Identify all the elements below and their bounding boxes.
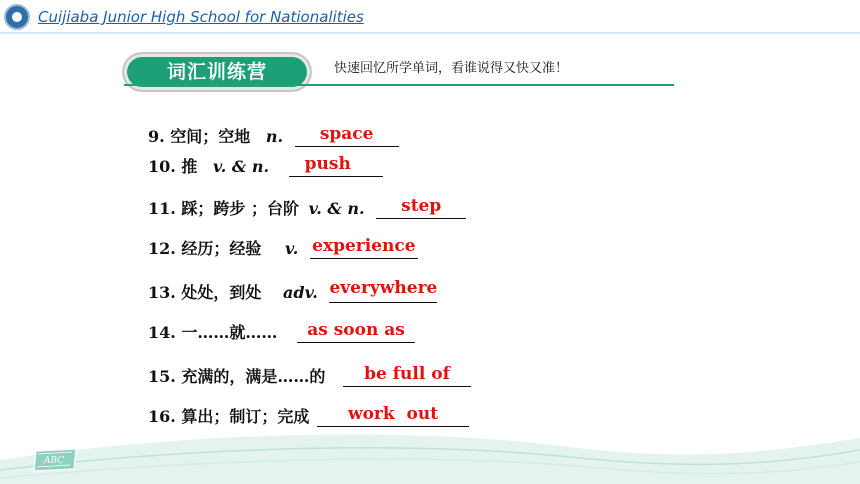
answer-blank	[297, 320, 415, 343]
answer-text: step	[401, 196, 442, 216]
item-pos: v. & n.	[213, 157, 270, 176]
item-meaning: 处处，到处	[181, 283, 262, 302]
vocab-row-11	[148, 196, 466, 219]
answer-text: experience	[312, 236, 416, 256]
answer-blank	[310, 236, 418, 259]
answer-blank	[289, 154, 383, 177]
answer-blank	[343, 364, 471, 387]
item-number: 11.	[148, 199, 176, 218]
vocab-row-10	[148, 154, 383, 177]
answer-text: as soon as	[307, 320, 405, 340]
vocab-row-12	[148, 236, 418, 259]
answer-blank	[329, 278, 438, 303]
answer-blank	[295, 124, 399, 147]
vocab-row-14	[148, 320, 415, 343]
item-number: 14.	[148, 323, 176, 342]
item-meaning: 一……就……	[181, 323, 278, 342]
item-meaning: 空间；空地	[170, 127, 251, 146]
answer-text: everywhere	[329, 278, 438, 298]
answer-text: be full of	[364, 364, 450, 384]
answer-text: space	[319, 124, 374, 144]
section-divider	[124, 84, 674, 86]
school-emblem-icon	[4, 4, 30, 30]
item-pos: adv.	[283, 283, 318, 302]
item-number: 9.	[148, 127, 165, 146]
vocab-row-9	[148, 124, 399, 147]
item-number: 10.	[148, 157, 176, 176]
item-pos: v.	[285, 239, 299, 258]
item-meaning: 推	[181, 157, 198, 176]
abc-book-icon	[30, 447, 80, 473]
item-number: 12.	[148, 239, 176, 258]
answer-text: push	[304, 154, 351, 174]
item-meaning: 经历；经验	[181, 239, 262, 258]
section-title: 词汇训练营	[124, 54, 310, 90]
answer-blank	[376, 196, 466, 219]
answer-text: work out	[347, 404, 439, 424]
item-pos: n.	[265, 127, 284, 146]
instruction-text: 快速回忆所学单词，看谁说得又快又准！	[334, 61, 569, 76]
item-meaning: 踩；跨步 ；台阶	[181, 199, 299, 218]
school-name: Cuijiaba Junior High School for Nationalities	[38, 8, 364, 26]
footer-wave-decoration	[0, 420, 860, 484]
vocab-row-15	[148, 364, 471, 387]
header-divider	[0, 32, 860, 34]
item-pos: v. & n.	[308, 199, 365, 218]
book-label: ABC	[44, 456, 65, 466]
item-number: 16.	[148, 407, 176, 426]
item-number: 15.	[148, 367, 176, 386]
item-meaning: 充满的，满是……的	[181, 367, 326, 386]
item-number: 13.	[148, 283, 176, 302]
item-meaning: 算出；制订；完成	[181, 407, 310, 426]
page-header	[0, 0, 860, 34]
vocab-row-13	[148, 280, 437, 303]
